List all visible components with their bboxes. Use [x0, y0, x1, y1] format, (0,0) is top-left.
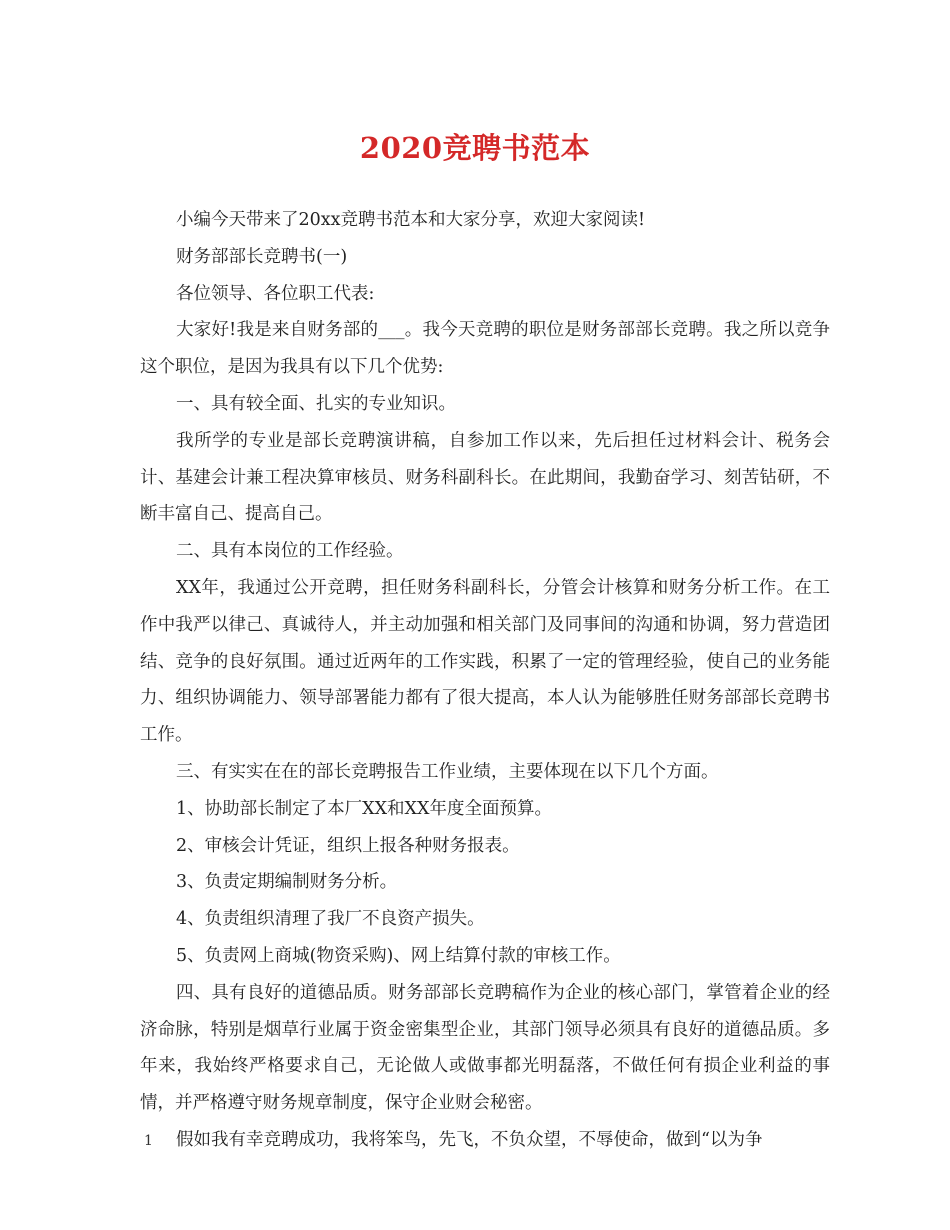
paragraph-section-heading: 财务部部长竞聘书(一)	[176, 246, 348, 267]
paragraph-greeting: 大家好!我是来自财务部的___。我今天竞聘的职位是财务部部长竞聘。我之所以竞争这个职位，是因为我具有以下几个优势:	[140, 320, 830, 378]
list-item: 2、审核会计凭证，组织上报各种财务报表。	[176, 835, 520, 856]
paragraph-point-4: 四、具有良好的道德品质。财务部部长竞聘稿作为企业的核心部门，掌管着企业的经济命脉，特别是烟草行业属于资金密集型企业，其部门领导必须具有良好的道德品质。多年来，我始终严格要求自己，无论做人或做事都光明磊落，不做任何有损企业利益的事情，并严格遵守财务规章制度，保守企业财会秘密。	[140, 982, 830, 1114]
paragraph-point-1-heading: 一、具有较全面、扎实的专业知识。	[176, 393, 456, 414]
paragraph-point-2-heading: 二、具有本岗位的工作经验。	[176, 541, 404, 562]
list-item: 5、负责网上商城(物资采购)、网上结算付款的审核工作。	[176, 945, 621, 966]
document-body	[140, 202, 830, 1159]
list-item: 4、负责组织清理了我厂不良资产损失。	[176, 909, 485, 930]
list-item: 1、协助部长制定了本厂XX和XX年度全面预算。	[176, 798, 552, 819]
paragraph-intro: 小编今天带来了20xx竞聘书范本和大家分享，欢迎大家阅读!	[176, 210, 646, 230]
list-item: 3、负责定期编制财务分析。	[176, 872, 398, 893]
paragraph-point-1-body: 我所学的专业是部长竞聘演讲稿，自参加工作以来，先后担任过材料会计、税务会计、基建会计兼工程决算审核员、财务科副科长。在此期间，我勤奋学习、刻苦钻研，不断丰富自己、提高自己。	[140, 430, 830, 525]
paragraph-point-2-body: XX年，我通过公开竞聘，担任财务科副科长，分管会计核算和财务分析工作。在工作中我严以律己、真诚待人，并主动加强和相关部门及同事间的沟通和协调，努力营造团结、竞争的良好氛围。通过近两年的工作实践，积累了一定的管理经验，使自己的业务能力、组织协调能力、领导部署能力都有了很大提高，本人认为能够胜任财务部部长竞聘书工作。	[140, 577, 830, 746]
paragraph-point-3-heading: 三、有实实在在的部长竞聘报告工作业绩，主要体现在以下几个方面。	[176, 761, 719, 782]
page-number: 1	[144, 1133, 153, 1149]
paragraph-closing: 假如我有幸竞聘成功，我将笨鸟，先飞，不负众望，不辱使命，做到“以为争	[176, 1129, 763, 1150]
document-title: 2020竞聘书范本	[359, 131, 591, 165]
paragraph-salutation: 各位领导、各位职工代表:	[176, 283, 375, 304]
